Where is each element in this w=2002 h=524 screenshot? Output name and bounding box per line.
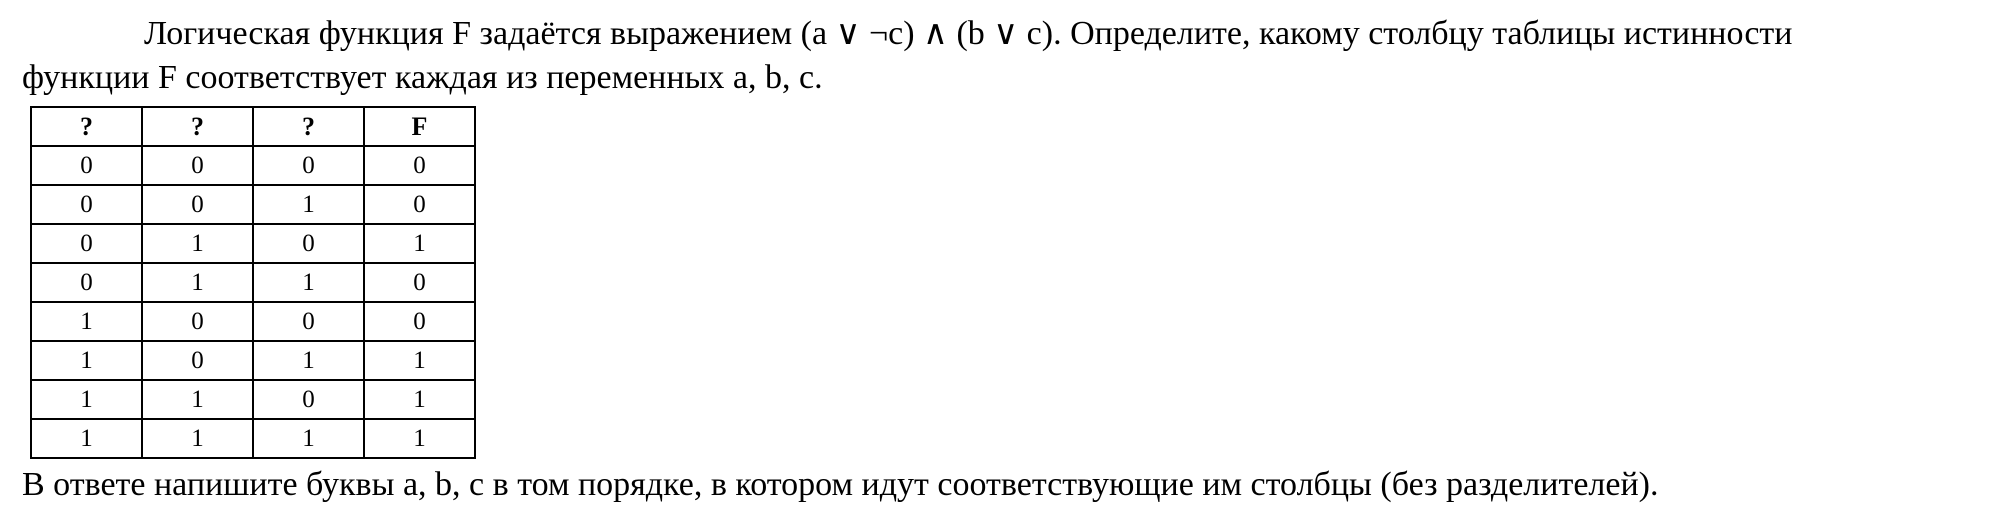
- table-cell: 1: [253, 263, 364, 302]
- table-row: [31, 419, 475, 458]
- header-cell-f: F: [364, 107, 475, 146]
- truth-table: [30, 106, 476, 459]
- table-cell: 0: [253, 302, 364, 341]
- truth-table-header-row: [31, 107, 475, 146]
- table-cell: 0: [364, 146, 475, 185]
- table-cell: 1: [253, 419, 364, 458]
- table-row: [31, 263, 475, 302]
- table-cell: 0: [142, 146, 253, 185]
- table-cell: 0: [364, 302, 475, 341]
- problem-text-line-2: функции F соответствует каждая из переменных a, b, c.: [22, 59, 823, 96]
- table-cell: 0: [31, 146, 142, 185]
- answer-instruction: В ответе напишите буквы a, b, c в том порядке, в котором идут соответствующие им столбцы (без разделителей).: [22, 466, 1659, 503]
- table-cell: 1: [364, 419, 475, 458]
- table-row: [31, 380, 475, 419]
- table-row: [31, 341, 475, 380]
- table-cell: 1: [31, 302, 142, 341]
- table-cell: 1: [364, 380, 475, 419]
- table-cell: 1: [31, 419, 142, 458]
- table-cell: 1: [253, 341, 364, 380]
- table-cell: 0: [142, 185, 253, 224]
- table-cell: 1: [31, 380, 142, 419]
- table-cell: 1: [142, 263, 253, 302]
- table-cell: 1: [142, 380, 253, 419]
- table-cell: 0: [31, 185, 142, 224]
- problem-text-line-1: Логическая функция F задаётся выражением (a ∨ ¬c) ∧ (b ∨ c). Определите, какому столбцу таблицы истинности: [144, 15, 1793, 52]
- table-cell: 0: [364, 185, 475, 224]
- table-cell: 0: [31, 224, 142, 263]
- table-cell: 1: [253, 185, 364, 224]
- table-cell: 0: [31, 263, 142, 302]
- table-cell: 1: [142, 224, 253, 263]
- table-cell: 0: [253, 224, 364, 263]
- problem-statement: [22, 12, 1982, 507]
- table-cell: 0: [253, 380, 364, 419]
- table-cell: 0: [253, 146, 364, 185]
- table-cell: 1: [364, 341, 475, 380]
- table-cell: 0: [364, 263, 475, 302]
- table-cell: 0: [142, 341, 253, 380]
- table-row: [31, 224, 475, 263]
- header-cell-col-3: ?: [253, 107, 364, 146]
- table-cell: 0: [142, 302, 253, 341]
- table-row: [31, 302, 475, 341]
- table-cell: 1: [142, 419, 253, 458]
- header-cell-col-2: ?: [142, 107, 253, 146]
- header-cell-col-1: ?: [31, 107, 142, 146]
- table-cell: 1: [364, 224, 475, 263]
- table-cell: 1: [31, 341, 142, 380]
- table-row: [31, 185, 475, 224]
- table-row: [31, 146, 475, 185]
